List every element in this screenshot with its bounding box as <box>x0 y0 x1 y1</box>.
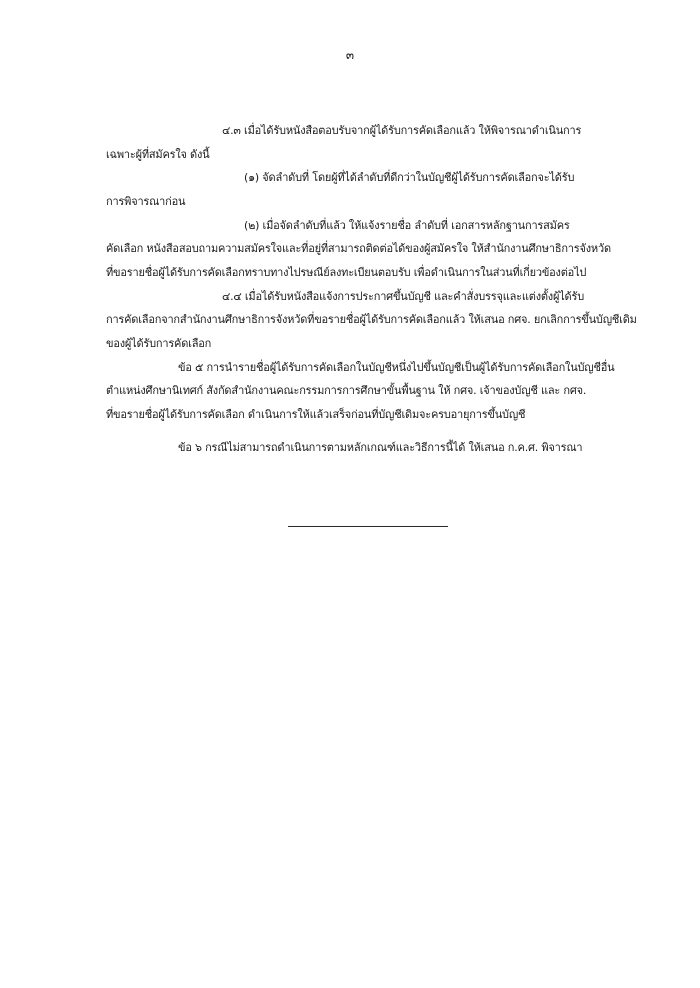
page-number: ๓ <box>345 48 355 62</box>
paragraph-4-4-line-2: การคัดเลือกจากสำนักงานศึกษาธิการจังหวัดที่ขอรายชื่อผู้ได้รับการคัดเลือกแล้ว ให้เสนอ กศจ. ยกเลิกการขึ้นบัญชีเดิม <box>106 313 637 326</box>
clause-5-line-2: ตำแหน่งศึกษานิเทศก์ สังกัดสำนักงานคณะกรรมการการศึกษาขั้นพื้นฐาน ให้ กศจ. เจ้าของบัญชี และ กศจ. <box>106 384 587 397</box>
item-2-line-2: คัดเลือก หนังสือสอบถามความสมัครใจและที่อยู่ที่สามารถติดต่อได้ของผู้สมัครใจ ให้สำนักงานศึกษาธิการจังหวัด <box>106 242 611 255</box>
paragraph-4-3-line-2: เฉพาะผู้ที่สมัครใจ ดังนี้ <box>106 148 210 161</box>
clause-5-line-1: ข้อ ๕ การนำรายชื่อผู้ได้รับการคัดเลือกในบัญชีหนึ่งไปขึ้นบัญชีเป็นผู้ได้รับการคัดเลือกในบัญชีอื่น <box>178 361 615 374</box>
item-2-line-1: (๒) เมื่อจัดลำดับที่แล้ว ให้แจ้งรายชื่อ ลำดับที่ เอกสารหลักฐานการสมัคร <box>244 219 570 232</box>
end-divider <box>288 526 448 527</box>
paragraph-4-4-line-1: ๔.๔ เมื่อได้รับหนังสือแจ้งการประกาศขึ้นบัญชี และคำสั่งบรรจุและแต่งตั้งผู้ได้รับ <box>222 290 584 303</box>
item-1-line-2: การพิจารณาก่อน <box>106 195 186 208</box>
item-2-line-3: ที่ขอรายชื่อผู้ได้รับการคัดเลือกทราบทางไปรษณีย์ลงทะเบียนตอบรับ เพื่อดำเนินการในส่วนที่เกี่ยวข้องต่อไป <box>106 266 587 279</box>
clause-6-line-1: ข้อ ๖ กรณีไม่สามารถดำเนินการตามหลักเกณฑ์และวิธีการนี้ได้ ให้เสนอ ก.ค.ศ. พิจารณา <box>178 441 583 454</box>
paragraph-4-4-line-3: ของผู้ได้รับการคัดเลือก <box>106 337 212 350</box>
item-1-line-1: (๑) จัดลำดับที่ โดยผู้ที่ได้ลำดับที่ดีกว่าในบัญชีผู้ได้รับการคัดเลือกจะได้รับ <box>244 171 575 184</box>
clause-5-line-3: ที่ขอรายชื่อผู้ได้รับการคัดเลือก ดำเนินการให้แล้วเสร็จก่อนที่บัญชีเดิมจะครบอายุการขึ้นบัญชี <box>106 408 526 421</box>
paragraph-4-3-line-1: ๔.๓ เมื่อได้รับหนังสือตอบรับจากผู้ได้รับการคัดเลือกแล้ว ให้พิจารณาดำเนินการ <box>222 124 582 137</box>
